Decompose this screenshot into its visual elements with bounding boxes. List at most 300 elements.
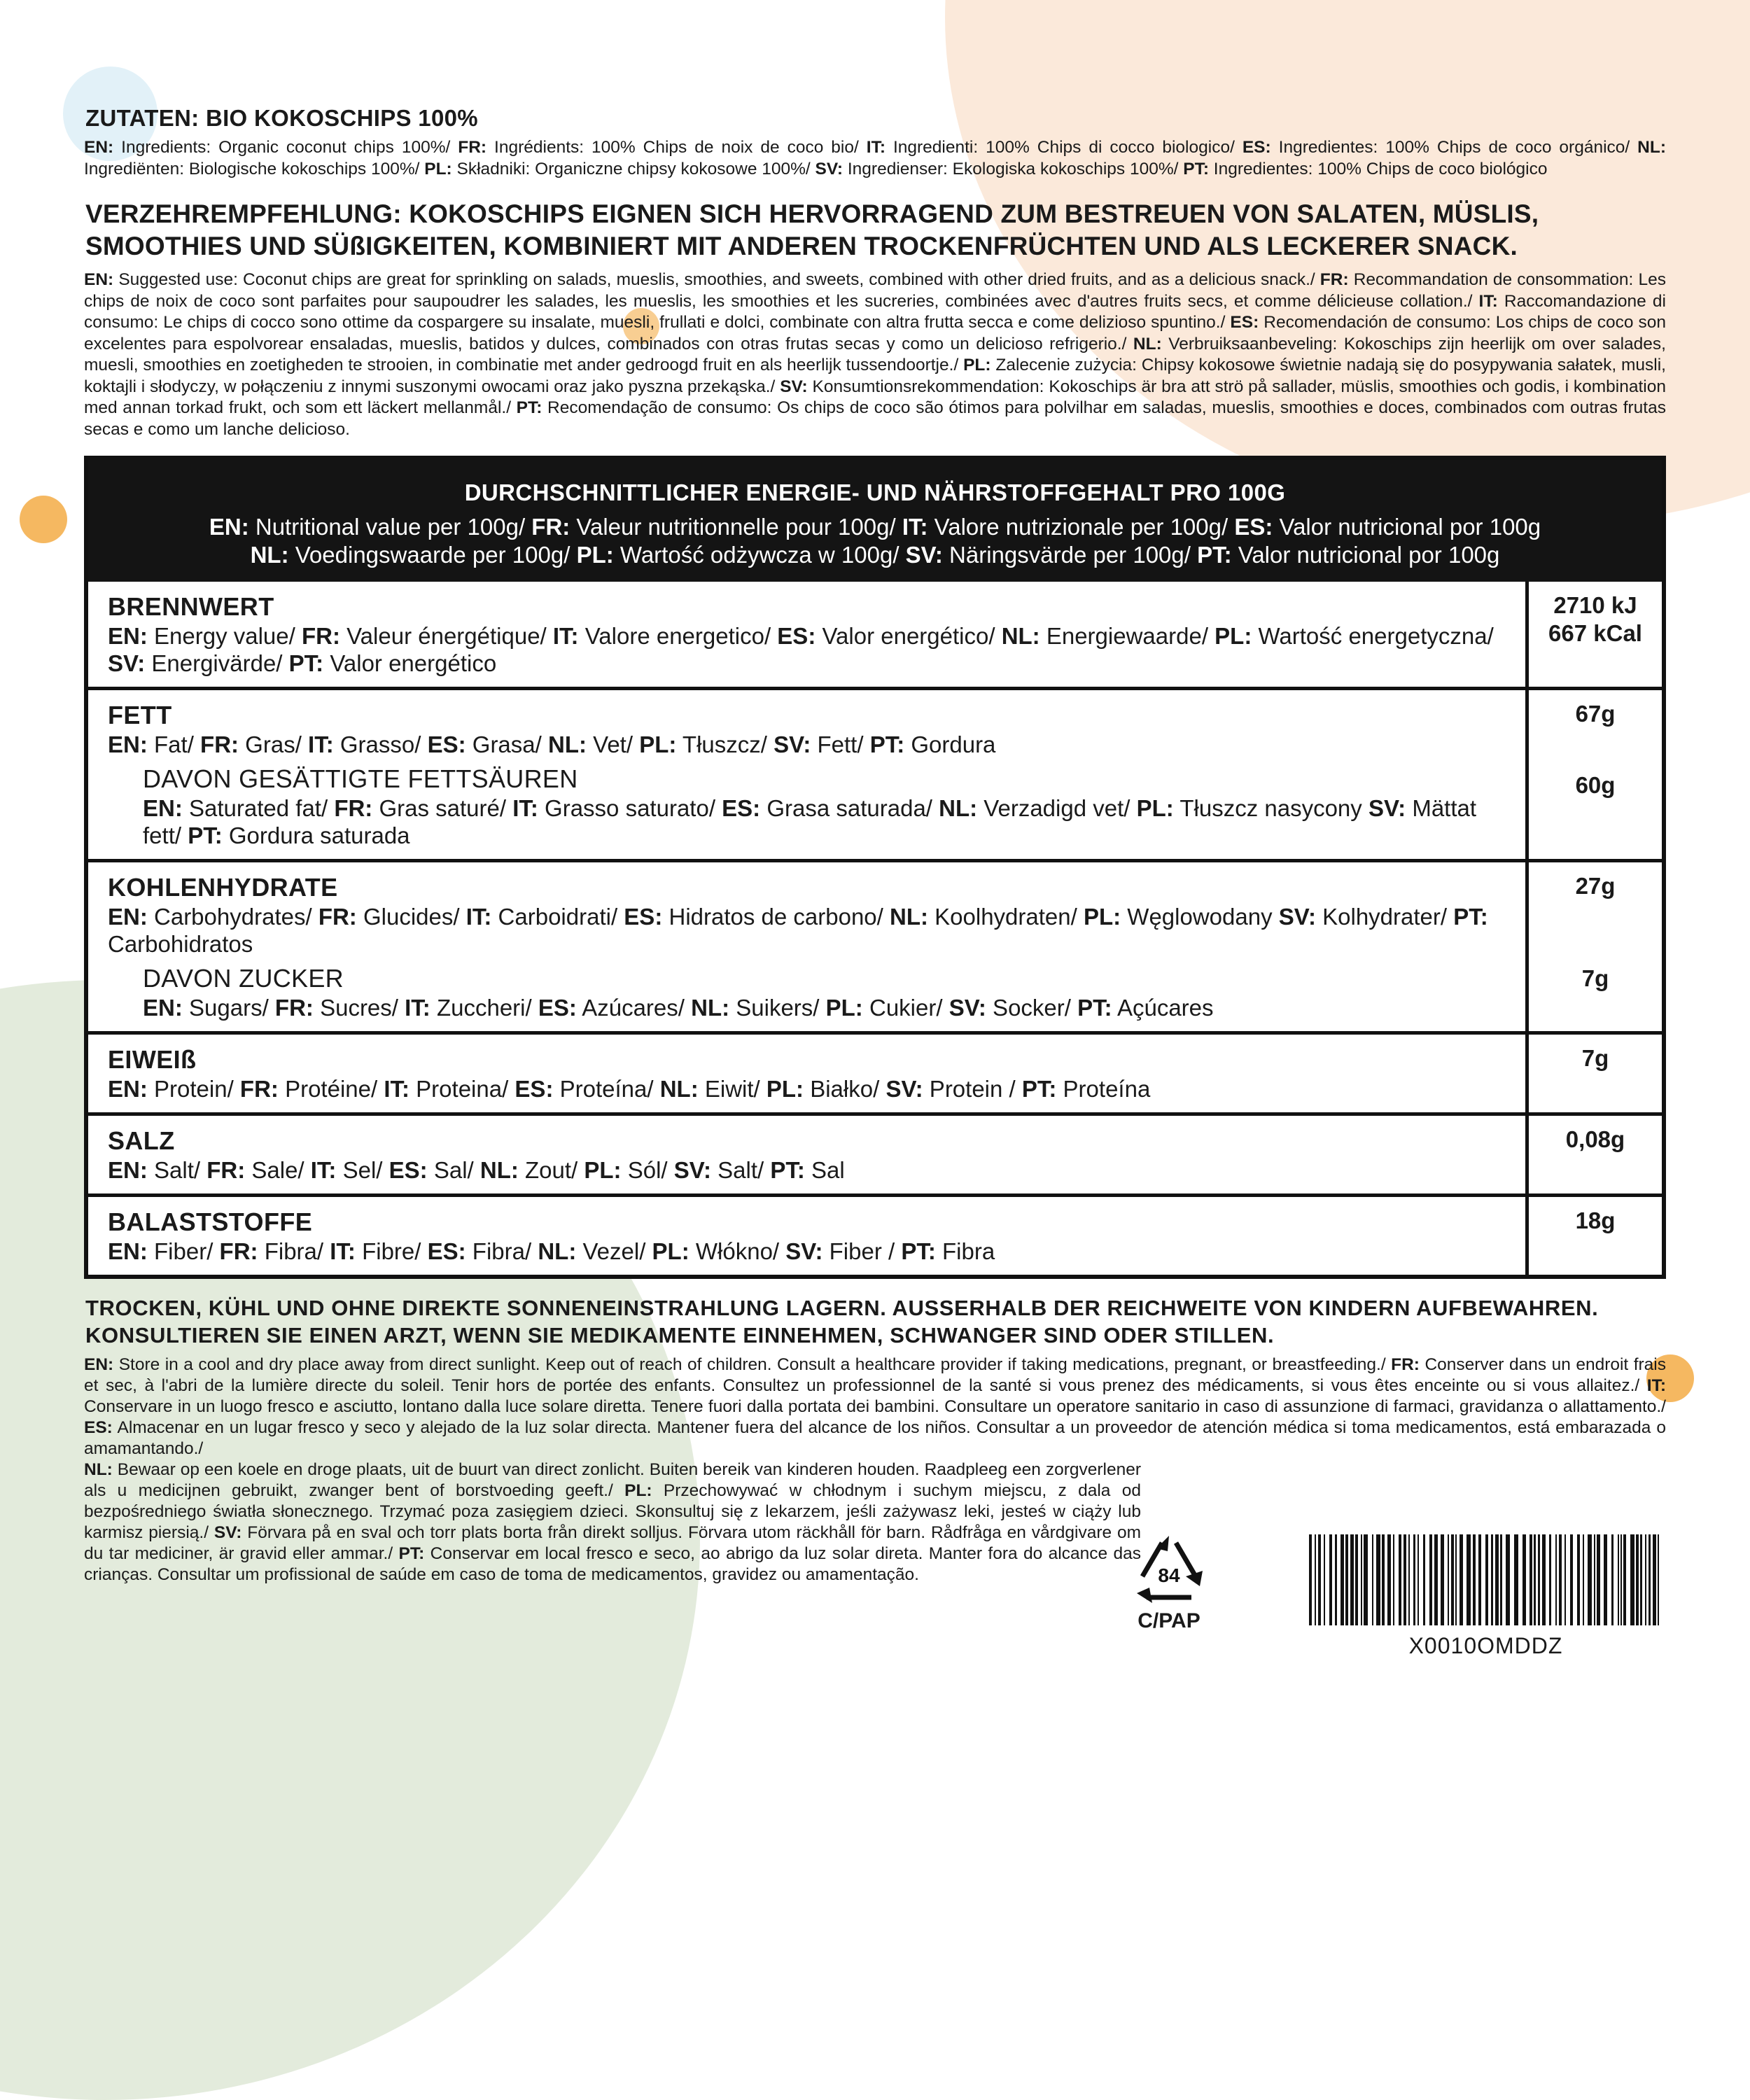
barcode-bar <box>1434 1534 1438 1625</box>
lang-code: ES: <box>388 1157 428 1183</box>
translation-text: Raccomandazione di consumo: Le chips di cocco sono ottime da cospargere su insalate, muesli, frullati e dolci, combinate con altra frutta secca e come delizioso spuntino./ <box>84 291 1666 332</box>
lang-code: SV: <box>1278 904 1316 930</box>
lang-code: ES: <box>84 1418 113 1437</box>
translation-text: Recomendación de consumo: Los chips de coco son excelentes para espolvorear ensaladas, mueslis, batidos y dulces, combinados con otras frutas secas y como un delicioso refrigerio./ <box>84 313 1666 354</box>
lang-code: IT: <box>1646 1376 1666 1395</box>
translation-text: Store in a cool and dry place away from direct sunlight. Keep out of reach of children. Consult a healthcare provider if taking medications, pregnant, or breastfeeding./ <box>113 1355 1392 1374</box>
lang-code: PT: <box>901 1238 936 1264</box>
translation-text: Voedingswaarde per 100g/ <box>288 542 577 568</box>
translation-text: Grasa/ <box>465 732 548 757</box>
lang-code: PT: <box>1453 904 1488 930</box>
nutrient-name: SALZ <box>108 1126 175 1155</box>
sub-nutrient-name: DAVON ZUCKER <box>143 964 344 993</box>
translation-text: Tłuszcz/ <box>676 732 774 757</box>
barcode-bar <box>1361 1534 1362 1625</box>
lang-code: EN: <box>143 995 183 1021</box>
translation-text: Almacenar en un lugar fresco y seco y alejado de la luz solar directa. Mantener fuera del alcance de los niños. Consultar a un proveedor de atención médica si toma medicamentos, está embarazada o amamantando./ <box>84 1418 1666 1458</box>
lang-code: SV: <box>214 1523 242 1542</box>
nutrient-value-cell <box>1529 690 1662 859</box>
barcode-bar <box>1555 1534 1557 1625</box>
nutrition-subtitle-line-2 <box>102 541 1648 569</box>
lang-code: EN: <box>84 1355 114 1374</box>
translation-text: Ingrediënten: Biologische kokoschips 100%/ <box>84 159 425 178</box>
barcode-bar <box>1618 1534 1619 1625</box>
barcode-bar <box>1399 1534 1401 1625</box>
lang-code: PL: <box>963 356 991 374</box>
nutrition-table <box>84 456 1666 1279</box>
translation-text: Verzadigd vet/ <box>977 795 1137 821</box>
translation-text: Proteína <box>1056 1076 1151 1102</box>
translation-text: Salt/ <box>710 1157 771 1183</box>
lang-code: SV: <box>905 542 943 568</box>
translation-text: Sól/ <box>621 1157 674 1183</box>
translation-text: Grasso/ <box>333 732 428 757</box>
lang-code: FR: <box>458 138 487 157</box>
nutrient-name: BRENNWERT <box>108 592 274 621</box>
barcode-bar <box>1473 1534 1476 1625</box>
barcode-bar <box>1495 1534 1499 1625</box>
nutrient-name: KOHLENHYDRATE <box>108 873 338 902</box>
barcode-bar <box>1604 1534 1607 1625</box>
barcode-bar <box>1364 1534 1368 1625</box>
lang-code: IT: <box>1478 291 1498 311</box>
lang-code: FR: <box>1391 1355 1420 1374</box>
translation-text: Kolhydrater/ <box>1315 904 1454 930</box>
lang-code: SV: <box>1368 795 1406 821</box>
translation-text: Sale/ <box>245 1157 311 1183</box>
nutrient-name: BALASTSTOFFE <box>108 1208 313 1236</box>
translation-text: Zalecenie zużycia: Chipsy kokosowe świetnie nadają się do posypywania sałatek, musli, koktajli i słodyczy, w połączeniu z innymi suszonymi owocami oraz jako pyszna przekąska./ <box>84 356 1666 396</box>
translation-text: Valor nutricional por 100g <box>1273 514 1541 540</box>
barcode-bar <box>1460 1534 1463 1625</box>
nutrient-value: 667 kCal <box>1548 620 1642 646</box>
barcode-text: X0010OMDDZ <box>1408 1633 1563 1658</box>
translation-text: Wartość energetyczna/ <box>1252 623 1494 649</box>
translation-text: Valor energético/ <box>816 623 1002 649</box>
translation-text: Valeur nutritionnelle pour 100g/ <box>570 514 902 540</box>
nutrient-value: 0,08g <box>1565 1126 1625 1152</box>
translation-text: Wartość odżywcza w 100g/ <box>613 542 906 568</box>
barcode-bar <box>1429 1534 1432 1625</box>
translation-text: Conserver dans un endroit frais et sec, à l'abri de la lumière directe du soleil. Tenir hors de portée des enfants. Consultez un professionnel de la santé si vous prenez des médicaments, si vous êtes enceinte ou si vous allaitez./ <box>84 1355 1666 1395</box>
translation-text: Sugars/ <box>182 995 275 1021</box>
translation-text: Ingredienser: Ekologiska kokoschips 100%/ <box>843 159 1184 178</box>
barcode-bar <box>1335 1534 1337 1625</box>
barcode-bar <box>1441 1534 1444 1625</box>
barcode-bar <box>1636 1534 1639 1625</box>
translation-text: Carboidrati/ <box>491 904 624 930</box>
barcode-bar <box>1355 1534 1358 1625</box>
lang-code: SV: <box>774 732 811 757</box>
translation-text: Ingrédients: 100% Chips de noix de coco bio/ <box>486 138 867 157</box>
lang-code: FR: <box>219 1238 258 1264</box>
translation-text: Suikers/ <box>729 995 826 1021</box>
lang-code: PT: <box>1021 1076 1057 1102</box>
lang-code: SV: <box>948 995 986 1021</box>
barcode-bar <box>1372 1534 1373 1625</box>
translation-text: Fibre/ <box>355 1238 428 1264</box>
barcode-bar <box>1648 1534 1651 1625</box>
nutrient-label-cell <box>88 1197 1529 1275</box>
lang-code: EN: <box>108 1238 148 1264</box>
lang-code: EN: <box>84 138 114 157</box>
translation-text: Valore energetico/ <box>578 623 778 649</box>
nutrient-value: 18g <box>1575 1208 1616 1233</box>
translation-text: Protein/ <box>147 1076 240 1102</box>
translation-text: Fibra <box>935 1238 995 1264</box>
barcode-bar <box>1451 1534 1454 1625</box>
translation-text: Gordura <box>904 732 996 757</box>
nutrient-value-cell <box>1529 1197 1662 1275</box>
lang-code: PT: <box>398 1544 425 1563</box>
translation-text: Azúcares/ <box>576 995 692 1021</box>
barcode-bar <box>1658 1534 1659 1625</box>
barcode-bar <box>1350 1534 1354 1625</box>
lang-code: FR: <box>206 1157 246 1183</box>
barcode-bar <box>1393 1534 1394 1625</box>
lang-code: IT: <box>552 623 579 649</box>
lang-code: ES: <box>514 1076 554 1102</box>
translation-text: Białko/ <box>804 1076 886 1102</box>
lang-code: IT: <box>465 904 492 930</box>
recycling-symbol <box>1113 1533 1225 1633</box>
translation-text: Gras/ <box>239 732 309 757</box>
barcode-bar <box>1315 1534 1316 1625</box>
lang-code: IT: <box>512 795 538 821</box>
recycle-code: C/PAP <box>1138 1609 1200 1632</box>
translation-text: Vet/ <box>586 732 640 757</box>
lang-code: NL: <box>691 995 730 1021</box>
nutrition-row <box>88 687 1662 859</box>
barcode-bar <box>1577 1534 1580 1625</box>
nutrient-name: EIWEIß <box>108 1045 197 1074</box>
translation-text: Valor energético <box>323 650 497 676</box>
barcode-bar <box>1448 1534 1449 1625</box>
lang-code: PT: <box>770 1157 805 1183</box>
lang-code: PT: <box>516 398 542 417</box>
translation-text: Składniki: Organiczne chipsy kokosowe 100%/ <box>451 159 816 178</box>
barcode-bar <box>1345 1534 1348 1625</box>
translation-text: Recomendação de consumo: Os chips de coco são ótimos para polvilhar em saladas, mueslis, smoothies e doces, combinados com outras frutas secas e como um lanche delicioso. <box>84 398 1666 439</box>
translation-text: Energivärde/ <box>145 650 289 676</box>
lang-code: FR: <box>239 1076 279 1102</box>
lang-code: NL: <box>659 1076 699 1102</box>
lang-code: ES: <box>1234 514 1273 540</box>
lang-code: NL: <box>547 732 587 757</box>
barcode <box>1309 1534 1662 1659</box>
nutrient-translations <box>108 731 1504 758</box>
translation-text: Gras saturé/ <box>372 795 513 821</box>
translation-text: Carbohydrates/ <box>147 904 318 930</box>
translation-text: Konsumtionsrekommendation: Kokoschips är bra att strö på sallader, müslis, smoothies och godis, i kombination med annan torkad frukt, och som ett läckert mellanmål./ <box>84 377 1666 417</box>
sub-nutrient-value: 60g <box>1575 772 1616 798</box>
barcode-bar <box>1506 1534 1510 1625</box>
ingredients-translations <box>84 137 1666 180</box>
translation-text: Fiber/ <box>147 1238 220 1264</box>
lang-code: FR: <box>531 514 570 540</box>
barcode-bar <box>1530 1534 1532 1625</box>
nutrition-row <box>88 1194 1662 1275</box>
translation-text: Grasso saturato/ <box>538 795 722 821</box>
lang-code: EN: <box>209 514 249 540</box>
barcode-bar <box>1623 1534 1626 1625</box>
lang-code: PL: <box>624 1481 652 1500</box>
barcode-bar <box>1653 1534 1656 1625</box>
barcode-bar <box>1597 1534 1600 1625</box>
nutrition-row <box>88 859 1662 1031</box>
lang-code: PL: <box>1214 623 1252 649</box>
lang-code: NL: <box>538 1238 577 1264</box>
lang-code: ES: <box>722 795 761 821</box>
translation-text: Hidratos de carbono/ <box>662 904 890 930</box>
lang-code: SV: <box>785 1238 823 1264</box>
lang-code: PL: <box>652 1238 690 1264</box>
nutrition-row <box>88 582 1662 687</box>
barcode-bar <box>1630 1534 1634 1625</box>
lang-code: IT: <box>330 1238 356 1264</box>
barcode-bar <box>1376 1534 1380 1625</box>
translation-text: Fibra/ <box>258 1238 330 1264</box>
nutrient-label-cell <box>88 1035 1529 1112</box>
lang-code: PT: <box>288 650 324 676</box>
lang-code: SV: <box>886 1076 923 1102</box>
barcode-bar <box>1324 1534 1325 1625</box>
barcode-bar <box>1408 1534 1410 1625</box>
barcode-bar <box>1611 1534 1614 1625</box>
translation-text: Vezel/ <box>576 1238 652 1264</box>
storage-translations-narrow <box>84 1460 1141 1586</box>
barcode-bar <box>1423 1534 1425 1625</box>
lang-code: PL: <box>1136 795 1174 821</box>
lang-code: SV: <box>673 1157 711 1183</box>
translation-text: Recommandation de consommation: Les chips de noix de coco sont parfaites pour saupoudrer les salades, les mueslis, les smoothies et les sucreries, combinées avec d'autres fruits secs, et comme délicieuse collation./ <box>84 270 1666 311</box>
nutrient-value-cell <box>1529 1035 1662 1112</box>
lang-code: NL: <box>84 1460 113 1479</box>
translation-text: Conservare in un luogo fresco e asciutto, lontano dalla luce solare diretta. Tenere fuori dalla portata dei bambini. Consultare un operatore sanitario in caso di assunzione di farmaci, gravidanza o allattamento./ <box>84 1397 1666 1416</box>
lang-code: PT: <box>1183 159 1209 178</box>
translation-text: Sal <box>804 1157 845 1183</box>
lang-code: IT: <box>902 514 928 540</box>
barcode-bar <box>1564 1534 1566 1625</box>
lang-code: ES: <box>777 623 816 649</box>
nutrient-translations <box>108 1156 1504 1184</box>
barcode-bar <box>1570 1534 1573 1625</box>
translation-text: Ingredients: Organic coconut chips 100%/ <box>113 138 458 157</box>
barcode-bar <box>1542 1534 1546 1625</box>
lang-code: FR: <box>301 623 340 649</box>
nutrient-translations <box>108 903 1504 958</box>
lang-code: ES: <box>427 1238 466 1264</box>
nutrient-value-cell <box>1529 862 1662 1031</box>
barcode-bar <box>1318 1534 1321 1625</box>
sub-nutrient-translations <box>143 994 1504 1021</box>
translation-text: Protéine/ <box>278 1076 384 1102</box>
nutrient-value: 2710 kJ <box>1553 592 1637 618</box>
translation-text: Zout/ <box>518 1157 584 1183</box>
translation-text: Zuccheri/ <box>430 995 538 1021</box>
barcode-bar <box>1620 1534 1622 1625</box>
translation-text: Sucres/ <box>313 995 405 1021</box>
nutrient-value: 67g <box>1575 701 1616 727</box>
barcode-bar <box>1559 1534 1562 1625</box>
translation-text: Fat/ <box>147 732 201 757</box>
translation-text: Sal/ <box>427 1157 480 1183</box>
lang-code: PT: <box>1197 542 1232 568</box>
lang-code: EN: <box>108 732 148 757</box>
lang-code: SV: <box>780 377 808 396</box>
lang-code: FR: <box>318 904 357 930</box>
barcode-bars <box>1309 1534 1662 1625</box>
translation-text: Förvara på en sval och torr plats borta från direkt solljus. Förvara utom räckhåll för barn. Rådfråga en vårdgivare om du tar mediciner, är gravid eller ammar./ <box>84 1523 1141 1563</box>
lang-code: EN: <box>108 623 148 649</box>
lang-code: NL: <box>250 542 289 568</box>
translation-text: Mättat fett/ <box>143 795 1477 848</box>
translation-text: Gordura saturada <box>222 822 410 848</box>
lang-code: NL: <box>1133 334 1162 354</box>
translation-text: Nutritional value per 100g/ <box>248 514 532 540</box>
translation-text: Energiewaarde/ <box>1040 623 1215 649</box>
translation-text: Protein / <box>923 1076 1022 1102</box>
lang-code: NL: <box>939 795 978 821</box>
translation-text: Koolhydraten/ <box>927 904 1084 930</box>
translation-text: Ingredientes: 100% Chips de coco biológico <box>1208 159 1548 178</box>
sub-nutrient-name: DAVON GESÄTTIGTE FETTSÄUREN <box>143 764 578 793</box>
lang-code: FR: <box>274 995 314 1021</box>
sub-nutrient <box>143 963 1504 1021</box>
translation-text: Verbruiksaanbeveling: Kokoschips zijn heerlijk om over salades, muesli, smoothies en zoetigheden te strooien, in combinatie met ander gedroogd fruit en als heerlijk tussendoortje./ <box>84 334 1666 374</box>
translation-text: Fett/ <box>811 732 870 757</box>
barcode-bar <box>1491 1534 1493 1625</box>
barcode-bar <box>1329 1534 1332 1625</box>
lang-code: IT: <box>384 1076 410 1102</box>
lang-code: IT: <box>308 732 334 757</box>
translation-text: Sel/ <box>336 1157 389 1183</box>
lang-code: EN: <box>108 1076 148 1102</box>
translation-text: Valore nutrizionale per 100g/ <box>927 514 1235 540</box>
nutrient-name: FETT <box>108 701 172 729</box>
nutrition-row <box>88 1031 1662 1112</box>
translation-text: Valeur énergétique/ <box>340 623 553 649</box>
lang-code: IT: <box>405 995 430 1021</box>
barcode-bar <box>1466 1534 1471 1625</box>
nutrition-row <box>88 1112 1662 1194</box>
translation-text: Carbohidratos <box>108 931 253 957</box>
lang-code: PL: <box>424 159 452 178</box>
sub-nutrient-value: 7g <box>1581 965 1609 991</box>
lang-code: EN: <box>108 1157 148 1183</box>
translation-text: Bewaar op een koele en droge plaats, uit de buurt van direct zonlicht. Buiten bereik van kinderen houden. Raadpleeg een zorgverlener als u medicijnen gebruikt, zwanger bent of borstvoeding geeft./ <box>84 1460 1141 1500</box>
lang-code: ES: <box>624 904 663 930</box>
storage-translations-full <box>84 1354 1666 1460</box>
lang-code: PL: <box>576 542 614 568</box>
barcode-bar <box>1455 1534 1457 1625</box>
ingredients-title: ZUTATEN: BIO KOKOSCHIPS 100% <box>85 105 478 131</box>
barcode-bar <box>1583 1534 1584 1625</box>
nutrition-subtitle-line-1 <box>102 513 1648 541</box>
barcode-bar <box>1500 1534 1502 1625</box>
nutrient-label-cell <box>88 690 1529 859</box>
lang-code: EN: <box>143 795 183 821</box>
barcode-bar <box>1309 1534 1312 1625</box>
barcode-bar <box>1645 1534 1646 1625</box>
translation-text: Saturated fat/ <box>182 795 335 821</box>
recycle-triangle-icon <box>1127 1533 1211 1610</box>
lang-code: FR: <box>200 732 239 757</box>
translation-text: Açúcares <box>1112 995 1214 1021</box>
translation-text: Proteina/ <box>410 1076 515 1102</box>
barcode-bar <box>1549 1534 1551 1625</box>
barcode-bar <box>1522 1534 1526 1625</box>
translation-text: Grasa saturada/ <box>760 795 939 821</box>
nutrient-value: 27g <box>1575 873 1616 899</box>
translation-text: Suggested use: Coconut chips are great for sprinkling on salads, mueslis, smoothies, and sweets, combined with other dried fruits, and as a delicious snack./ <box>113 270 1320 289</box>
barcode-bar <box>1538 1534 1540 1625</box>
translation-text: Eiwit/ <box>698 1076 766 1102</box>
barcode-bar <box>1382 1534 1385 1625</box>
barcode-bar <box>1485 1534 1488 1625</box>
usage-translations <box>84 270 1666 440</box>
nutrition-table-header <box>88 460 1662 582</box>
lang-code: PT: <box>869 732 905 757</box>
lang-code: FR: <box>1320 270 1349 289</box>
translation-text: Włókno/ <box>689 1238 786 1264</box>
lang-code: NL: <box>479 1157 519 1183</box>
barcode-bar <box>1534 1534 1536 1625</box>
nutrition-rows <box>88 582 1662 1275</box>
lang-code: IT: <box>866 138 886 157</box>
barcode-bar <box>1387 1534 1391 1625</box>
translation-text: Salt/ <box>147 1157 207 1183</box>
nutrient-translations <box>108 1238 1504 1265</box>
lang-code: PT: <box>188 822 223 848</box>
translation-text: Näringsvärde per 100g/ <box>942 542 1198 568</box>
translation-text: Glucides/ <box>356 904 466 930</box>
nutrient-value: 7g <box>1581 1045 1609 1071</box>
nutrient-translations <box>108 622 1504 677</box>
barcode-bar <box>1640 1534 1642 1625</box>
lang-code: PT: <box>1077 995 1112 1021</box>
lang-code: PL: <box>639 732 677 757</box>
lang-code: SV: <box>108 650 146 676</box>
barcode-bar <box>1478 1534 1481 1625</box>
nutrient-value-cell <box>1529 1116 1662 1194</box>
translation-text: Ingredienti: 100% Chips di cocco biologico/ <box>886 138 1242 157</box>
lang-code: IT: <box>310 1157 337 1183</box>
lang-code: ES: <box>427 732 466 757</box>
lang-code: EN: <box>84 270 114 289</box>
translation-text: Węglowodany <box>1121 904 1279 930</box>
lang-code: SV: <box>815 159 844 178</box>
label-content <box>84 105 1666 1586</box>
barcode-bar <box>1413 1534 1415 1625</box>
translation-text: Fibra/ <box>465 1238 538 1264</box>
translation-text: Proteína/ <box>553 1076 660 1102</box>
lang-code: PL: <box>584 1157 622 1183</box>
storage-title: TROCKEN, KÜHL UND OHNE DIREKTE SONNENEINSTRAHLUNG LAGERN. AUSSERHALB DER REICHWEITE VON KINDERN AUFBEWAHREN. KONSULTIEREN SIE EINEN ARZT, WENN SIE MEDIKAMENTE EINNEHMEN, SCHWANGER SIND ODER STILLEN. <box>85 1296 1599 1348</box>
lang-code: NL: <box>890 904 928 930</box>
translation-text: Conservar em local fresco e seco, ao abrigo da luz solar direta. Manter fora do alcance das crianças. Consultar um profissional de saúde em caso de toma de medicamentos, gravidez ou amamentação. <box>84 1544 1142 1584</box>
translation-text: Fiber / <box>822 1238 902 1264</box>
nutrient-value-cell <box>1529 582 1662 687</box>
lang-code: ES: <box>1242 138 1271 157</box>
nutrient-label-cell <box>88 862 1529 1031</box>
lang-code: FR: <box>334 795 373 821</box>
lang-code: EN: <box>108 904 148 930</box>
lang-code: PL: <box>766 1076 804 1102</box>
translation-text: Ingredientes: 100% Chips de coco orgánico/ <box>1270 138 1638 157</box>
barcode-bar <box>1514 1534 1518 1625</box>
barcode-bar <box>1588 1534 1592 1625</box>
